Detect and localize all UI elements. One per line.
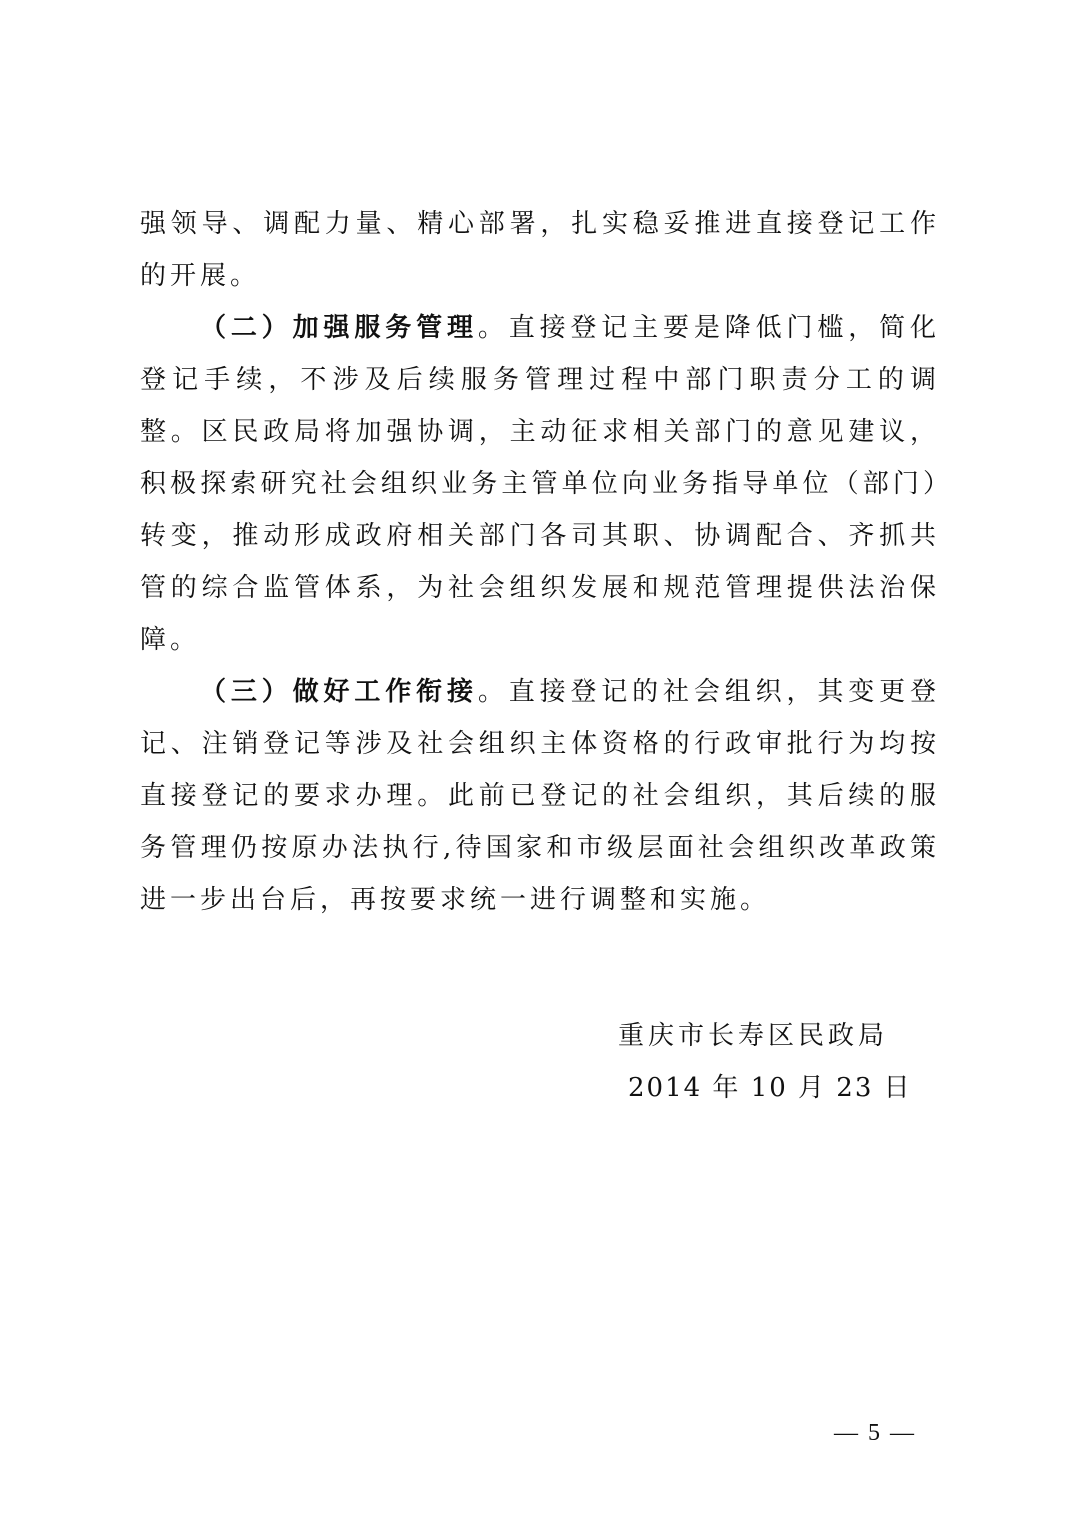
section-two-paragraph: [140, 302, 940, 666]
signature-block: [600, 1010, 920, 1114]
page-number: — 5 —: [834, 1420, 916, 1446]
section-two-heading: （二）加强服务管理: [200, 313, 478, 343]
section-two-body: 。直接登记主要是降低门槛，简化登记手续，不涉及后续服务管理过程中部门职责分工的调整。区民政局将加强协调，主动征求相关部门的意见建议，积极探索研究社会组织业务主管单位向业务指导单位（部门）转变，推动形成政府相关部门各司其职、协调配合、齐抓共管的综合监管体系，为社会组织发展和规范管理提供法治保障。: [140, 313, 940, 655]
signature-date: 2014 年 10 月 23 日: [628, 1073, 912, 1103]
signature-organization: 重庆市长寿区民政局: [618, 1021, 889, 1051]
section-three-body: 。直接登记的社会组织，其变更登记、注销登记等涉及社会组织主体资格的行政审批行为均按直接登记的要求办理。此前已登记的社会组织，其后续的服务管理仍按原办法执行,待国家和市级层面社会组织改革政策进一步出台后，再按要求统一进行调整和实施。: [140, 677, 940, 915]
section-three-heading: （三）做好工作衔接: [200, 677, 478, 707]
continuation-paragraph: 强领导、调配力量、精心部署，扎实稳妥推进直接登记工作的开展。: [140, 209, 940, 291]
section-three-paragraph: [140, 666, 940, 926]
document-body: [140, 198, 940, 926]
